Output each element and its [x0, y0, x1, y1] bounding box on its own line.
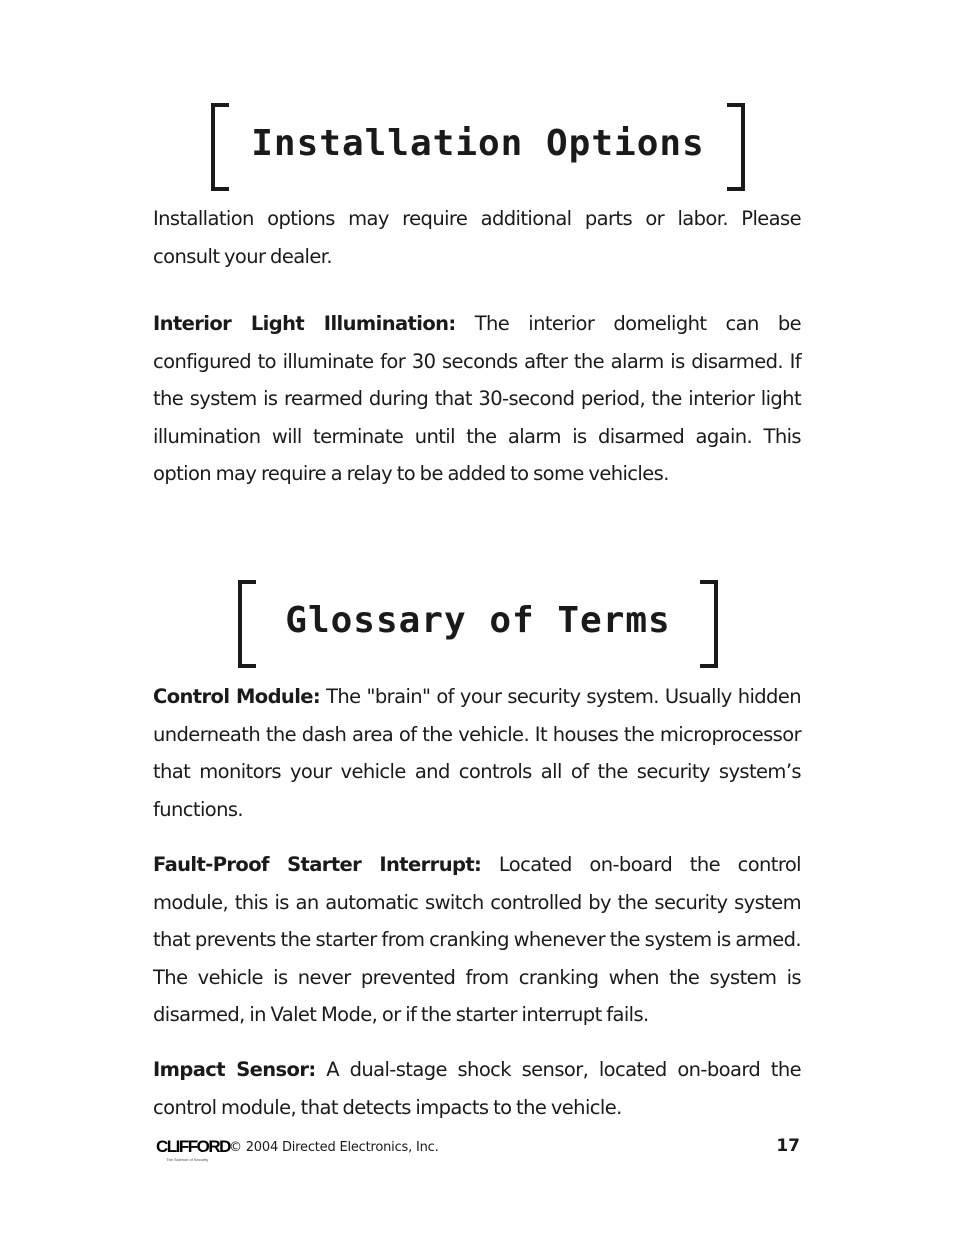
term-label: Impact Sensor: — [153, 1058, 316, 1081]
term-label: Fault-Proof Starter Interrupt: — [153, 853, 482, 876]
glossary-entry — [153, 678, 801, 828]
term-definition: Located on-board the control module, this is an automatic switch controlled by the security system that prevents the starter from cranking whenever the system is armed. The vehicle is never prevented from cranking when the system is disarmed, in Valet Mode, or if the starter interrupt fails. — [153, 853, 801, 1026]
glossary-entry — [153, 846, 801, 1034]
term-definition: A dual-stage shock sensor, located on-board the control module, that detects impacts to the vehicle. — [153, 1058, 802, 1119]
term-definition: The interior domelight can be configured to illuminate for 30 seconds after the alarm is disarmed. If the system is rearmed during that 30-second period, the interior light illumination will terminate until the alarm is disarmed again. This option may require a relay to be added to some vehicles. — [153, 312, 801, 485]
installation-intro: Installation options may require additional parts or labor. Please consult your dealer. — [153, 207, 801, 268]
page-number: 17 — [776, 1136, 800, 1156]
installation-options-heading — [211, 103, 745, 191]
term-label: Interior Light Illumination: — [153, 312, 456, 335]
glossary-of-terms-heading — [238, 580, 718, 668]
section-title: Glossary of Terms — [285, 600, 671, 641]
clifford-logo: CLIFFORD — [156, 1137, 230, 1156]
logo-tagline: The Science of Security — [166, 1157, 209, 1162]
term-label: Control Module: — [153, 685, 321, 708]
right-bracket — [700, 580, 718, 668]
term-definition: The "brain" of your security system. Usually hidden underneath the dash area of the vehicle. It houses the microprocessor that monitors your vehicle and controls all of the security system’s functions. — [153, 685, 801, 821]
copyright-notice: © 2004 Directed Electronics, Inc. — [229, 1140, 439, 1155]
section-title: Installation Options — [251, 123, 705, 164]
glossary-entry — [153, 305, 801, 493]
right-bracket — [727, 103, 745, 191]
glossary-entry — [153, 1051, 801, 1126]
